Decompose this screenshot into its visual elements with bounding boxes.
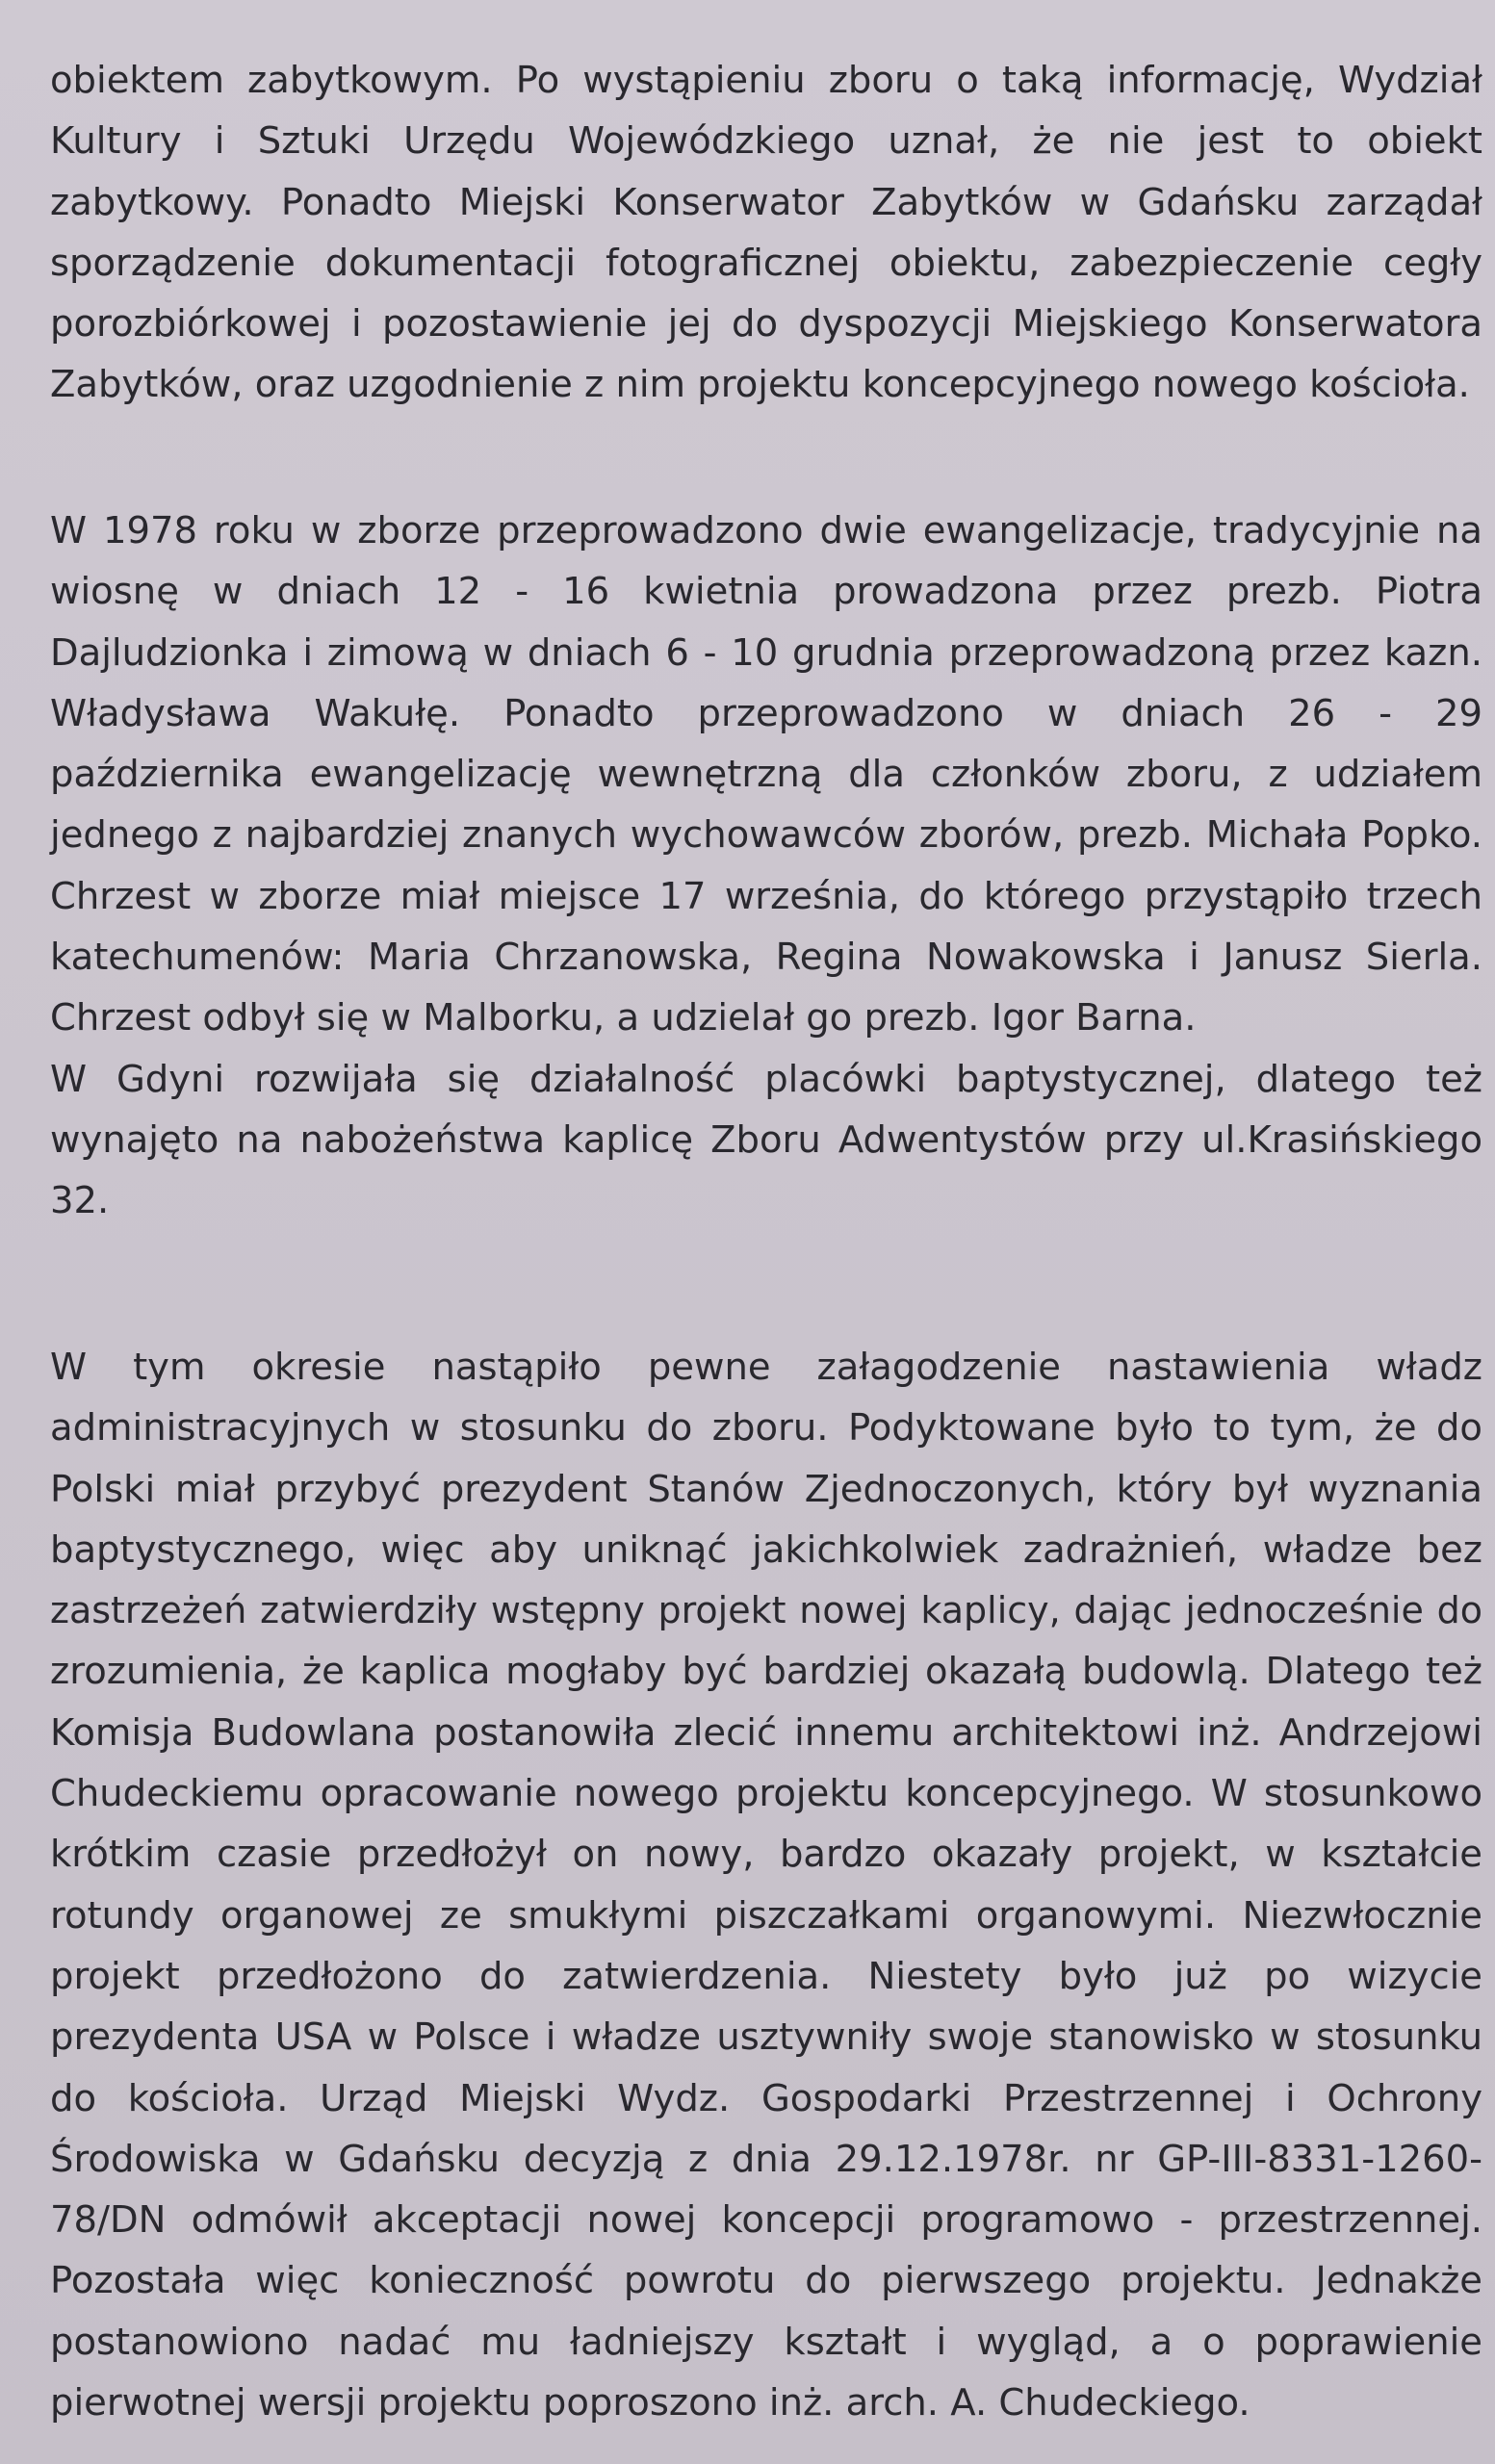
text-line: Zabytków, oraz uzgodnienie z nim projektu koncepcyjnego nowego kościoła. bbox=[50, 363, 1470, 407]
paragraph-new-chapel-project bbox=[50, 1337, 1482, 2433]
text-line: jednego z najbardziej znanych wychowawców zborów, prezb. Michała Popko. bbox=[50, 813, 1482, 858]
text-line: obiektem zabytkowym. Po wystąpieniu zboru o taką informację, Wydział bbox=[50, 59, 1482, 102]
text-line: do kościoła. Urząd Miejski Wydz. Gospodarki Przestrzennej i Ochrony bbox=[50, 2076, 1482, 2120]
text-line: W Gdyni rozwijała się działalność placówki baptystycznej, dlatego też bbox=[50, 1057, 1482, 1101]
text-line: października ewangelizację wewnętrzną dla członków zboru, z udziałem bbox=[50, 753, 1482, 797]
text-line: zabytkowy. Ponadto Miejski Konserwator Zabytków w Gdańsku zarządał bbox=[50, 180, 1482, 224]
text-line: prezydenta USA w Polsce i władze usztywniły swoje stanowisko w stosunku bbox=[50, 2015, 1482, 2060]
text-line: sporządzenie dokumentacji fotograficznej obiektu, zabezpieczenie cegły bbox=[50, 241, 1482, 285]
text-line: administracyjnych w stosunku do zboru. Podyktowane było to tym, że do bbox=[50, 1406, 1482, 1450]
text-line: katechumenów: Maria Chrzanowska, Regina Nowakowska i Janusz Sierla. bbox=[50, 936, 1482, 980]
text-line: W tym okresie nastąpiło pewne załagodzenie nastawienia władz bbox=[50, 1346, 1482, 1389]
text-line: porozbiórkowej i pozostawienie jej do dyspozycji Miejskiego Konserwatora bbox=[50, 302, 1482, 346]
text-line: pierwotnej wersji projektu poproszono inż. arch. A. Chudeckiego. bbox=[50, 2381, 1250, 2426]
paragraph-conservator bbox=[50, 50, 1482, 416]
text-line: Dajludzionka i zimową w dniach 6 - 10 grudnia przeprowadzoną przez kazn. bbox=[50, 630, 1482, 675]
text-line: postanowiono nadać mu ładniejszy kształt i wygląd, a o poprawienie bbox=[50, 2320, 1482, 2364]
text-line: wiosnę w dniach 12 - 16 kwietnia prowadzona przez prezb. Piotra bbox=[50, 570, 1482, 614]
text-line: Polski miał przybyć prezydent Stanów Zjednoczonych, który był wyznania bbox=[50, 1467, 1482, 1511]
text-line: Kultury i Sztuki Urzędu Wojewódzkiego uznał, że nie jest to obiekt bbox=[50, 119, 1482, 164]
text-line: rotundy organowej ze smukłymi piszczałkami organowymi. Niezwłocznie bbox=[50, 1893, 1482, 1938]
text-line: zastrzeżeń zatwierdziły wstępny projekt nowej kaplicy, dając jednocześnie do bbox=[50, 1589, 1482, 1632]
text-line: baptystycznego, więc aby uniknąć jakichkolwiek zadrażnień, władze bez bbox=[50, 1527, 1482, 1572]
text-line: 32. bbox=[50, 1179, 110, 1223]
text-line: Pozostała więc konieczność powrotu do pierwszego projektu. Jednakże bbox=[50, 2259, 1482, 2303]
paragraph-evangelization-1978 bbox=[50, 500, 1482, 1232]
text-line: Władysława Wakułę. Ponadto przeprowadzono w dniach 26 - 29 bbox=[50, 691, 1482, 735]
text-line: Chrzest w zborze miał miejsce 17 września, do którego przystąpiło trzech bbox=[50, 874, 1482, 918]
text-line: Środowiska w Gdańsku decyzją z dnia 29.12.1978r. nr GP-III-8331-1260- bbox=[50, 2137, 1482, 2181]
text-line: Chrzest odbył się w Malborku, a udzielał go prezb. Igor Barna. bbox=[50, 996, 1197, 1040]
text-line: krótkim czasie przedłożył on nowy, bardzo okazały projekt, w kształcie bbox=[50, 1833, 1482, 1877]
text-line: zrozumienia, że kaplica mogłaby być bardziej okazałą budowlą. Dlatego też bbox=[50, 1650, 1482, 1694]
text-line: projekt przedłożono do zatwierdzenia. Niestety było już po wizycie bbox=[50, 1954, 1482, 1998]
text-line: wynajęto na nabożeństwa kaplicę Zboru Adwentystów przy ul.Krasińskiego bbox=[50, 1117, 1482, 1162]
text-line: W 1978 roku w zborze przeprowadzono dwie ewangelizacje, tradycyjnie na bbox=[50, 509, 1482, 552]
text-line: Chudeckiemu opracowanie nowego projektu koncepcyjnego. W stosunkowo bbox=[50, 1772, 1482, 1816]
text-line: 78/DN odmówił akceptacji nowej koncepcji programowo - przestrzennej. bbox=[50, 2198, 1482, 2243]
text-line: Komisja Budowlana postanowiła zlecić innemu architektowi inż. Andrzejowi bbox=[50, 1710, 1482, 1755]
